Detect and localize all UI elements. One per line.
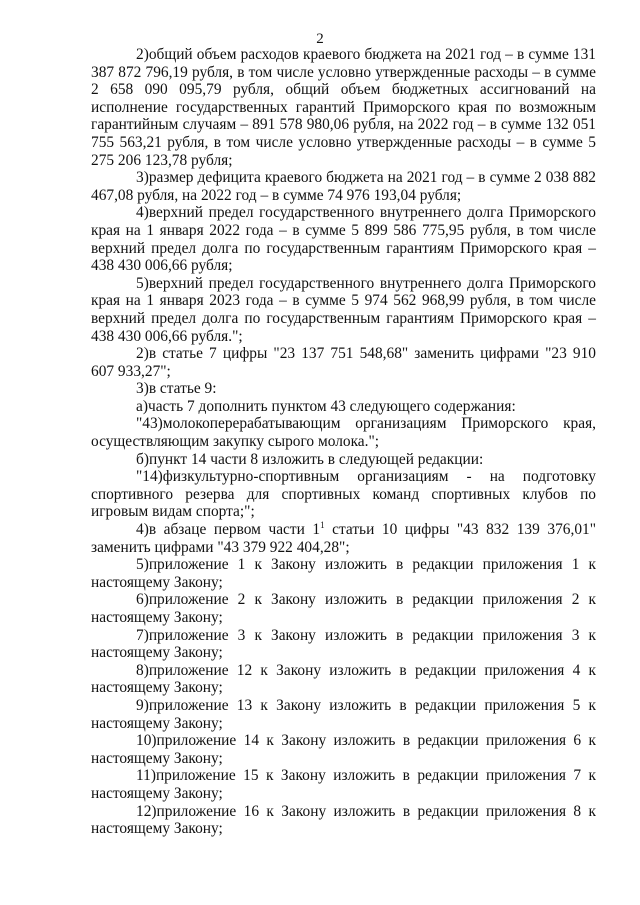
paragraph-article-10 [91,521,596,556]
paragraph-appendix-16: 12)приложение 16 к Закону изложить в редакции приложения 8 к настоящему Закону; [91,802,596,838]
paragraph-item-14: "14)физкультурно-спортивным организациям - на подготовку спортивного резерва для спортивных команд спортивных клубов по игровым видам спорта;"; [91,468,596,521]
paragraph-appendix-14: 10)приложение 14 к Закону изложить в редакции приложения 6 к настоящему Закону; [91,732,596,767]
paragraph-appendix-3: 7)приложение 3 к Закону изложить в редакции приложения 3 к настоящему Закону; [91,626,596,662]
paragraph-item-43: "43)молокоперерабатывающим организациям Приморского края, осуществляющим закупку сырого молока."; [91,415,596,451]
paragraph-appendix-15: 11)приложение 15 к Закону изложить в редакции приложения 7 к настоящему Закону; [91,767,596,802]
paragraph-expenditures: 2)общий объем расходов краевого бюджета на 2021 год – в сумме 131 387 872 796,19 рубля, в том числе условно утвержденные расходы – в сумме 2 658 090 095,79 рубля, общий объем бюджетных ассигнований на исполнение государственных гарантий Приморского края по возможным гарантийным случаям – 891 578 980,06 рубля, на 2022 год – в сумме 132 051 755 563,21 рубля, в том числе условно утвержденные расходы – в сумме 5 275 206 123,78 рубля; [91,46,596,169]
paragraph-debt-limit-2022: 4)верхний предел государственного внутреннего долга Приморского края на 1 января 2022 года – в сумме 5 899 586 775,95 рубля, в том числе верхний предел долга по государственным гарантиям Приморского края – 438 430 006,66 рубля; [91,204,596,275]
paragraph-9b: б)пункт 14 части 8 изложить в следующей редакции: [136,450,484,468]
article-10-text-start: 4)в абзаце первом части 1 [136,521,321,539]
paragraph-debt-limit-2023: 5)верхний предел государственного внутреннего долга Приморского края на 1 января 2023 года – в сумме 5 974 562 968,99 рубля, в том числе верхний предел долга по государственным гарантиям Приморского края – 438 430 006,66 рубля."; [91,274,596,345]
paragraph-deficit: 3)размер дефицита краевого бюджета на 2021 год – в сумме 2 038 882 467,08 рубля, на 2022 год – в сумме 74 976 193,04 рубля; [91,169,596,204]
paragraph-9a: а)часть 7 дополнить пунктом 43 следующего содержания: [136,397,516,415]
paragraph-appendix-1: 5)приложение 1 к Закону изложить в редакции приложения 1 к настоящему Закону; [91,556,596,591]
paragraph-appendix-12: 8)приложение 12 к Закону изложить в редакции приложения 4 к настоящему Закону; [91,661,596,697]
document-body [91,46,596,838]
paragraph-article-7: 2)в статье 7 цифры "23 137 751 548,68" заменить цифрами "23 910 607 933,27"; [91,345,596,380]
superscript: 1 [320,520,325,531]
paragraph-appendix-2: 6)приложение 2 к Закону изложить в редакции приложения 2 к настоящему Закону; [91,591,596,626]
paragraph-article-9: 3)в статье 9: [136,380,217,398]
page-number: 2 [316,31,324,47]
article-10-text-end: статьи 10 цифры "43 832 139 376,01" заменить цифрами "43 379 922 404,28"; [91,521,596,556]
paragraph-appendix-13: 9)приложение 13 к Закону изложить в редакции приложения 5 к настоящему Закону; [91,696,596,732]
